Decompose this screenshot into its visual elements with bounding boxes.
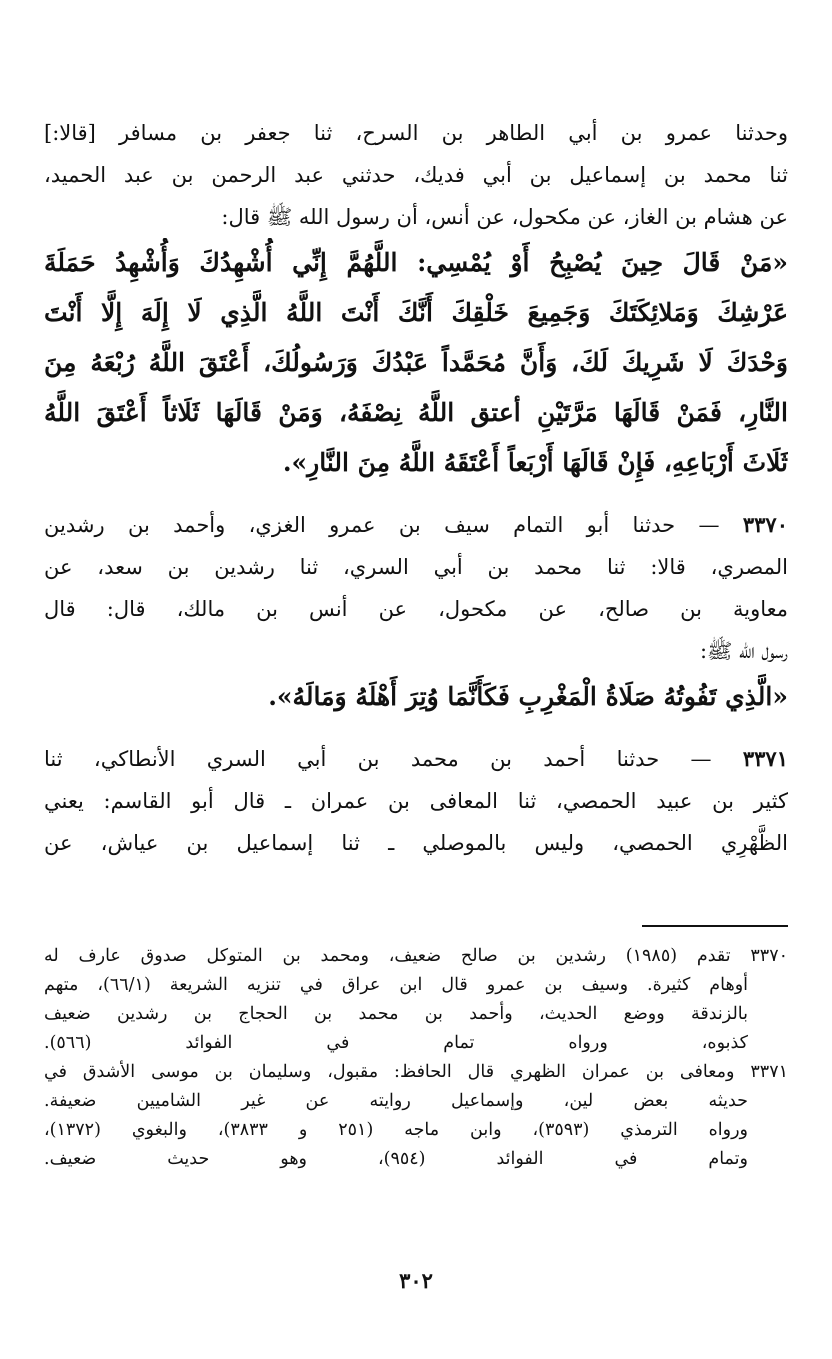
hadith-number: ٣٣٧١	[742, 746, 788, 771]
hadith-text-3370	[44, 672, 788, 722]
text-line: الظَّهْرِي الحمصي، وليس بالموصلي ـ ثنا إسماعيل بن عياش، عن	[44, 831, 788, 855]
text-line: معاوية بن صالح، عن مكحول، عن أنس بن مالك، قال: قال	[44, 597, 788, 621]
footnote-line: أوهام كثيرة. وسيف بن عمرو قال ابن عراق في تنزيه الشريعة (٦٦/١)، متهم	[44, 975, 749, 995]
hadith-line: ثَلَاثَ أَرْبَاعِهِ، فَإِنْ قَالَهَا أَرْبَعاً أَعْتَقَهُ اللَّهُ مِنَ النَّارِ».	[282, 448, 788, 477]
text-segment: — حدثنا أبو التمام سيف بن عمرو الغزي، وأحمد بن رشدين	[44, 513, 720, 537]
page-number: ٣٠٢	[399, 1268, 433, 1293]
hadith-line: «الَّذِي تَفُوتُهُ صَلَاةُ الْمَغْرِبِ فَكَأَنَّمَا وُتِرَ أَهْلَهُ وَمَالَهُ».	[268, 682, 788, 711]
hadith-line: النَّارِ، فَمَنْ قَالَهَا مَرَّتَيْنِ أعتق اللَّهُ نِصْفَهُ، وَمَنْ قَالَهَا ثَلَاثاً أَعْتَقَ اللَّهُ	[44, 398, 788, 427]
footnote-separator	[642, 925, 788, 927]
text-line: رسول الله ﷺ:	[699, 639, 788, 663]
footnotes	[44, 942, 788, 1174]
paragraph-gap	[44, 722, 788, 738]
footnote-3371	[44, 1058, 788, 1174]
footnote-3370	[44, 942, 788, 1058]
text-line	[44, 738, 788, 780]
paragraph-hadith-3370-chain	[44, 504, 788, 672]
footnote-line: ٣٣٧١ ومعافى بن عمران الظهري قال الحافظ: مقبول، وسليمان بن موسى الأشدق في	[44, 1062, 788, 1082]
hadith-line: وَحْدَكَ لَا شَرِيكَ لَكَ، وَأَنَّ مُحَمَّداً عَبْدُكَ وَرَسُولُكَ، أَعْتَقَ اللَّهُ رُبْعَهُ مِنَ	[44, 348, 788, 377]
paragraph-gap	[44, 488, 788, 504]
footnote-line: ورواه الترمذي (٣٥٩٣)، وابن ماجه (٢٥١ و ٣٨٣٣)، والبغوي (١٣٧٢)،	[44, 1120, 748, 1140]
footnote-line: حديثه بعض لين، وإسماعيل روايته عن غير الشاميين ضعيفة.	[44, 1091, 748, 1111]
footnote-line: ٣٣٧٠ تقدم (١٩٨٥) رشدين بن صالح ضعيف، ومحمد بن المتوكل صدوق عارف له	[44, 946, 788, 966]
hadith-line: عَرْشِكَ وَمَلائِكَتَكَ وَجَمِيعَ خَلْقِكَ أَنَّكَ أَنْتَ اللَّهُ الَّذِي لَا إِلَهَ إِلَّا أَنْتَ	[44, 298, 788, 327]
hadith-line: «مَنْ قَالَ حِينَ يُصْبِحُ أَوْ يُمْسِي: اللَّهُمَّ إِنِّي أُشْهِدُكَ وَأُشْهِدُ حَمَلَةَ	[44, 248, 788, 277]
paragraph-hadith-3369-chain	[44, 112, 788, 238]
text-line: المصري، قالا: ثنا محمد بن أبي السري، ثنا رشدين بن سعد، عن	[44, 555, 788, 579]
text-line: وحدثنا عمرو بن أبي الطاهر بن السرح، ثنا جعفر بن مسافر [قالا:]	[44, 121, 788, 145]
text-segment: — حدثنا أحمد بن محمد بن أبي السري الأنطاكي، ثنا	[44, 747, 712, 771]
footnote-line: وتمام في الفوائد (٩٥٤)، وهو حديث ضعيف.	[44, 1149, 748, 1169]
text-line: كثير بن عبيد الحمصي، ثنا المعافى بن عمران ـ قال أبو القاسم: يعني	[44, 789, 788, 813]
text-line	[44, 504, 788, 546]
text-line: عن هشام بن الغاز، عن مكحول، عن أنس، أن رسول الله ﷺ قال:	[221, 205, 788, 229]
footnote-line: كذبوه، ورواه تمام في الفوائد (٥٦٦).	[44, 1033, 748, 1053]
footnote-line: بالزندقة ووضع الحديث، وأحمد بن محمد بن الحجاج بن رشدين ضعيف	[44, 1004, 748, 1024]
text-line: ثنا محمد بن إسماعيل بن أبي فديك، حدثني عبد الرحمن بن عبد الحميد،	[44, 163, 788, 187]
hadith-text-3369	[44, 238, 788, 488]
paragraph-hadith-3371-chain	[44, 738, 788, 864]
hadith-number: ٣٣٧٠	[742, 512, 788, 537]
